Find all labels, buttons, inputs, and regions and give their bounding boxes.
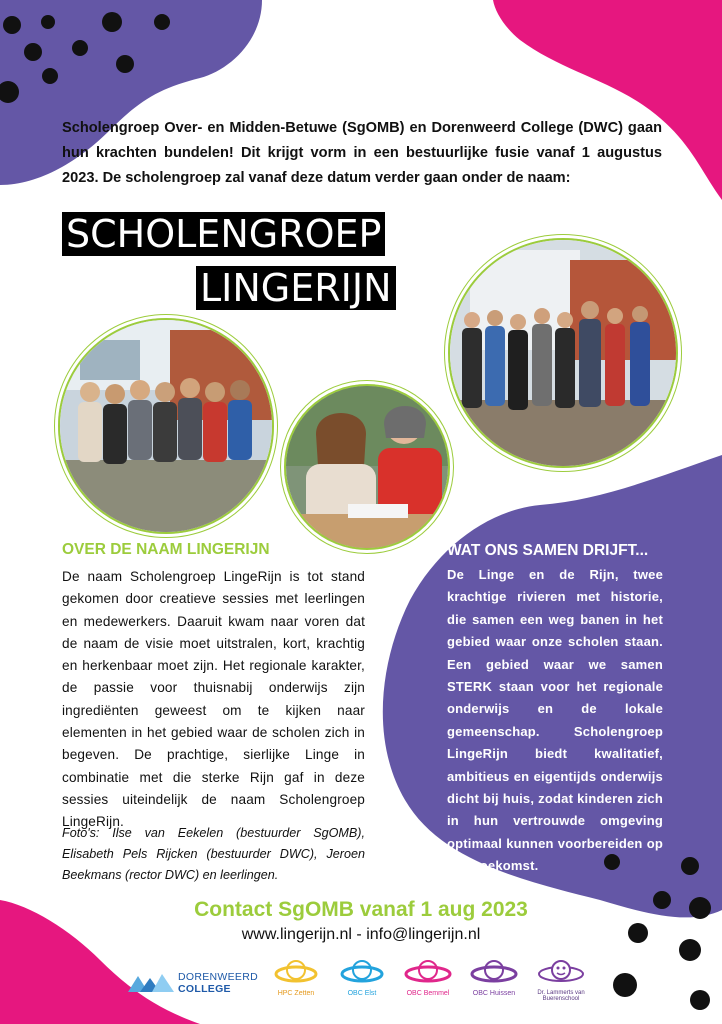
photo-group-toast: [58, 318, 274, 534]
photo-group-building-image: [450, 240, 676, 466]
left-body: De naam Scholengroep LingeRijn is tot stand gekomen door creatieve sessies met leerlingen en medewerkers. Daaruit kwam naar voren dat de naam de visie moet uitstralen, kort, krachtig en herkenbaar moet zijn. Het regionale karakter, de passie voor thuisnabij onderwijs zijn ingrediënten geweest om te kijken naar elementen in het gebied waar de scholen zich in begeven. De prachtige, sierlijke Linge in combinatie met die sterke Rijn gaf in deze sessies uiteindelijk de naam Scholengroep LingeRijn.: [62, 569, 365, 830]
logo-dorenweerd: [126, 969, 266, 999]
logo-hpc-zetten: [270, 956, 322, 997]
photo-group-building: [448, 238, 678, 468]
obc-bemmel-icon: [400, 956, 456, 988]
right-body: De Linge en de Rijn, twee krachtige rivieren met historie, die samen een weg banen in het gebied waar onze scholen staan. Een gebied waar we samen STERK staan voor het regionale onderwijs en de lokale gemeenschap. Scholengroep LingeRijn biedt kwalitatief, ambitieus en eigentijds onderwijs dicht bij huis, zodat kinderen zich in hun vertrouwde omgeving optimaal kunnen voorbereiden op hun toekomst.: [447, 567, 663, 874]
intro-paragraph: Scholengroep Over- en Midden-Betuwe (SgOMB) en Dorenweerd College (DWC) gaan hun krachten bundelen! Dit krijgt vorm in een bestuurlijke fusie vanaf 1 augustus 2023. De scholengroep zal vanaf deze datum verder gaan onder de naam:: [62, 120, 662, 186]
dorenweerd-logo-icon: [126, 972, 178, 996]
photo-credits: Foto's: Ilse van Eekelen (bestuurder SgOMB), Elisabeth Pels Rijcken (bestuurder DWC), Jeroen Beekmans (rector DWC) en leerlingen.: [62, 826, 365, 882]
obc-elst-icon: [336, 956, 388, 988]
photo-signing: [284, 384, 450, 550]
photo-group-toast-image: [60, 320, 272, 532]
logo-obc-huissen: [466, 956, 522, 997]
hpc-zetten-label: HPC Zetten: [277, 990, 315, 997]
contact-line[interactable]: www.lingerijn.nl - info@lingerijn.nl: [241, 926, 481, 943]
contact-heading: Contact SgOMB vanaf 1 aug 2023: [194, 898, 528, 921]
logo-obc-bemmel: [400, 956, 456, 997]
title-line-2: LINGERIJN: [196, 266, 396, 310]
obc-bemmel-label: OBC Bemmel: [406, 990, 450, 997]
dorenweerd-line-1: DORENWEERD: [178, 971, 259, 983]
lammerts-icon: [528, 956, 594, 988]
obc-huissen-label: OBC Huissen: [472, 990, 516, 997]
obc-elst-label: OBC Elst: [347, 990, 377, 997]
left-heading: OVER DE NAAM LINGERIJN: [62, 541, 270, 558]
dorenweerd-line-2: COLLEGE: [178, 983, 231, 995]
photo-signing-image: [286, 386, 448, 548]
logo-lammerts: [528, 956, 594, 1002]
title-line-1: SCHOLENGROEP: [62, 212, 385, 256]
lammerts-label: Dr. Lammerts van Buerenschool: [537, 990, 585, 1002]
obc-huissen-icon: [466, 956, 522, 988]
logo-obc-elst: [336, 956, 388, 997]
hpc-zetten-icon: [270, 956, 322, 988]
right-heading: WAT ONS SAMEN DRIJFT...: [447, 542, 649, 559]
